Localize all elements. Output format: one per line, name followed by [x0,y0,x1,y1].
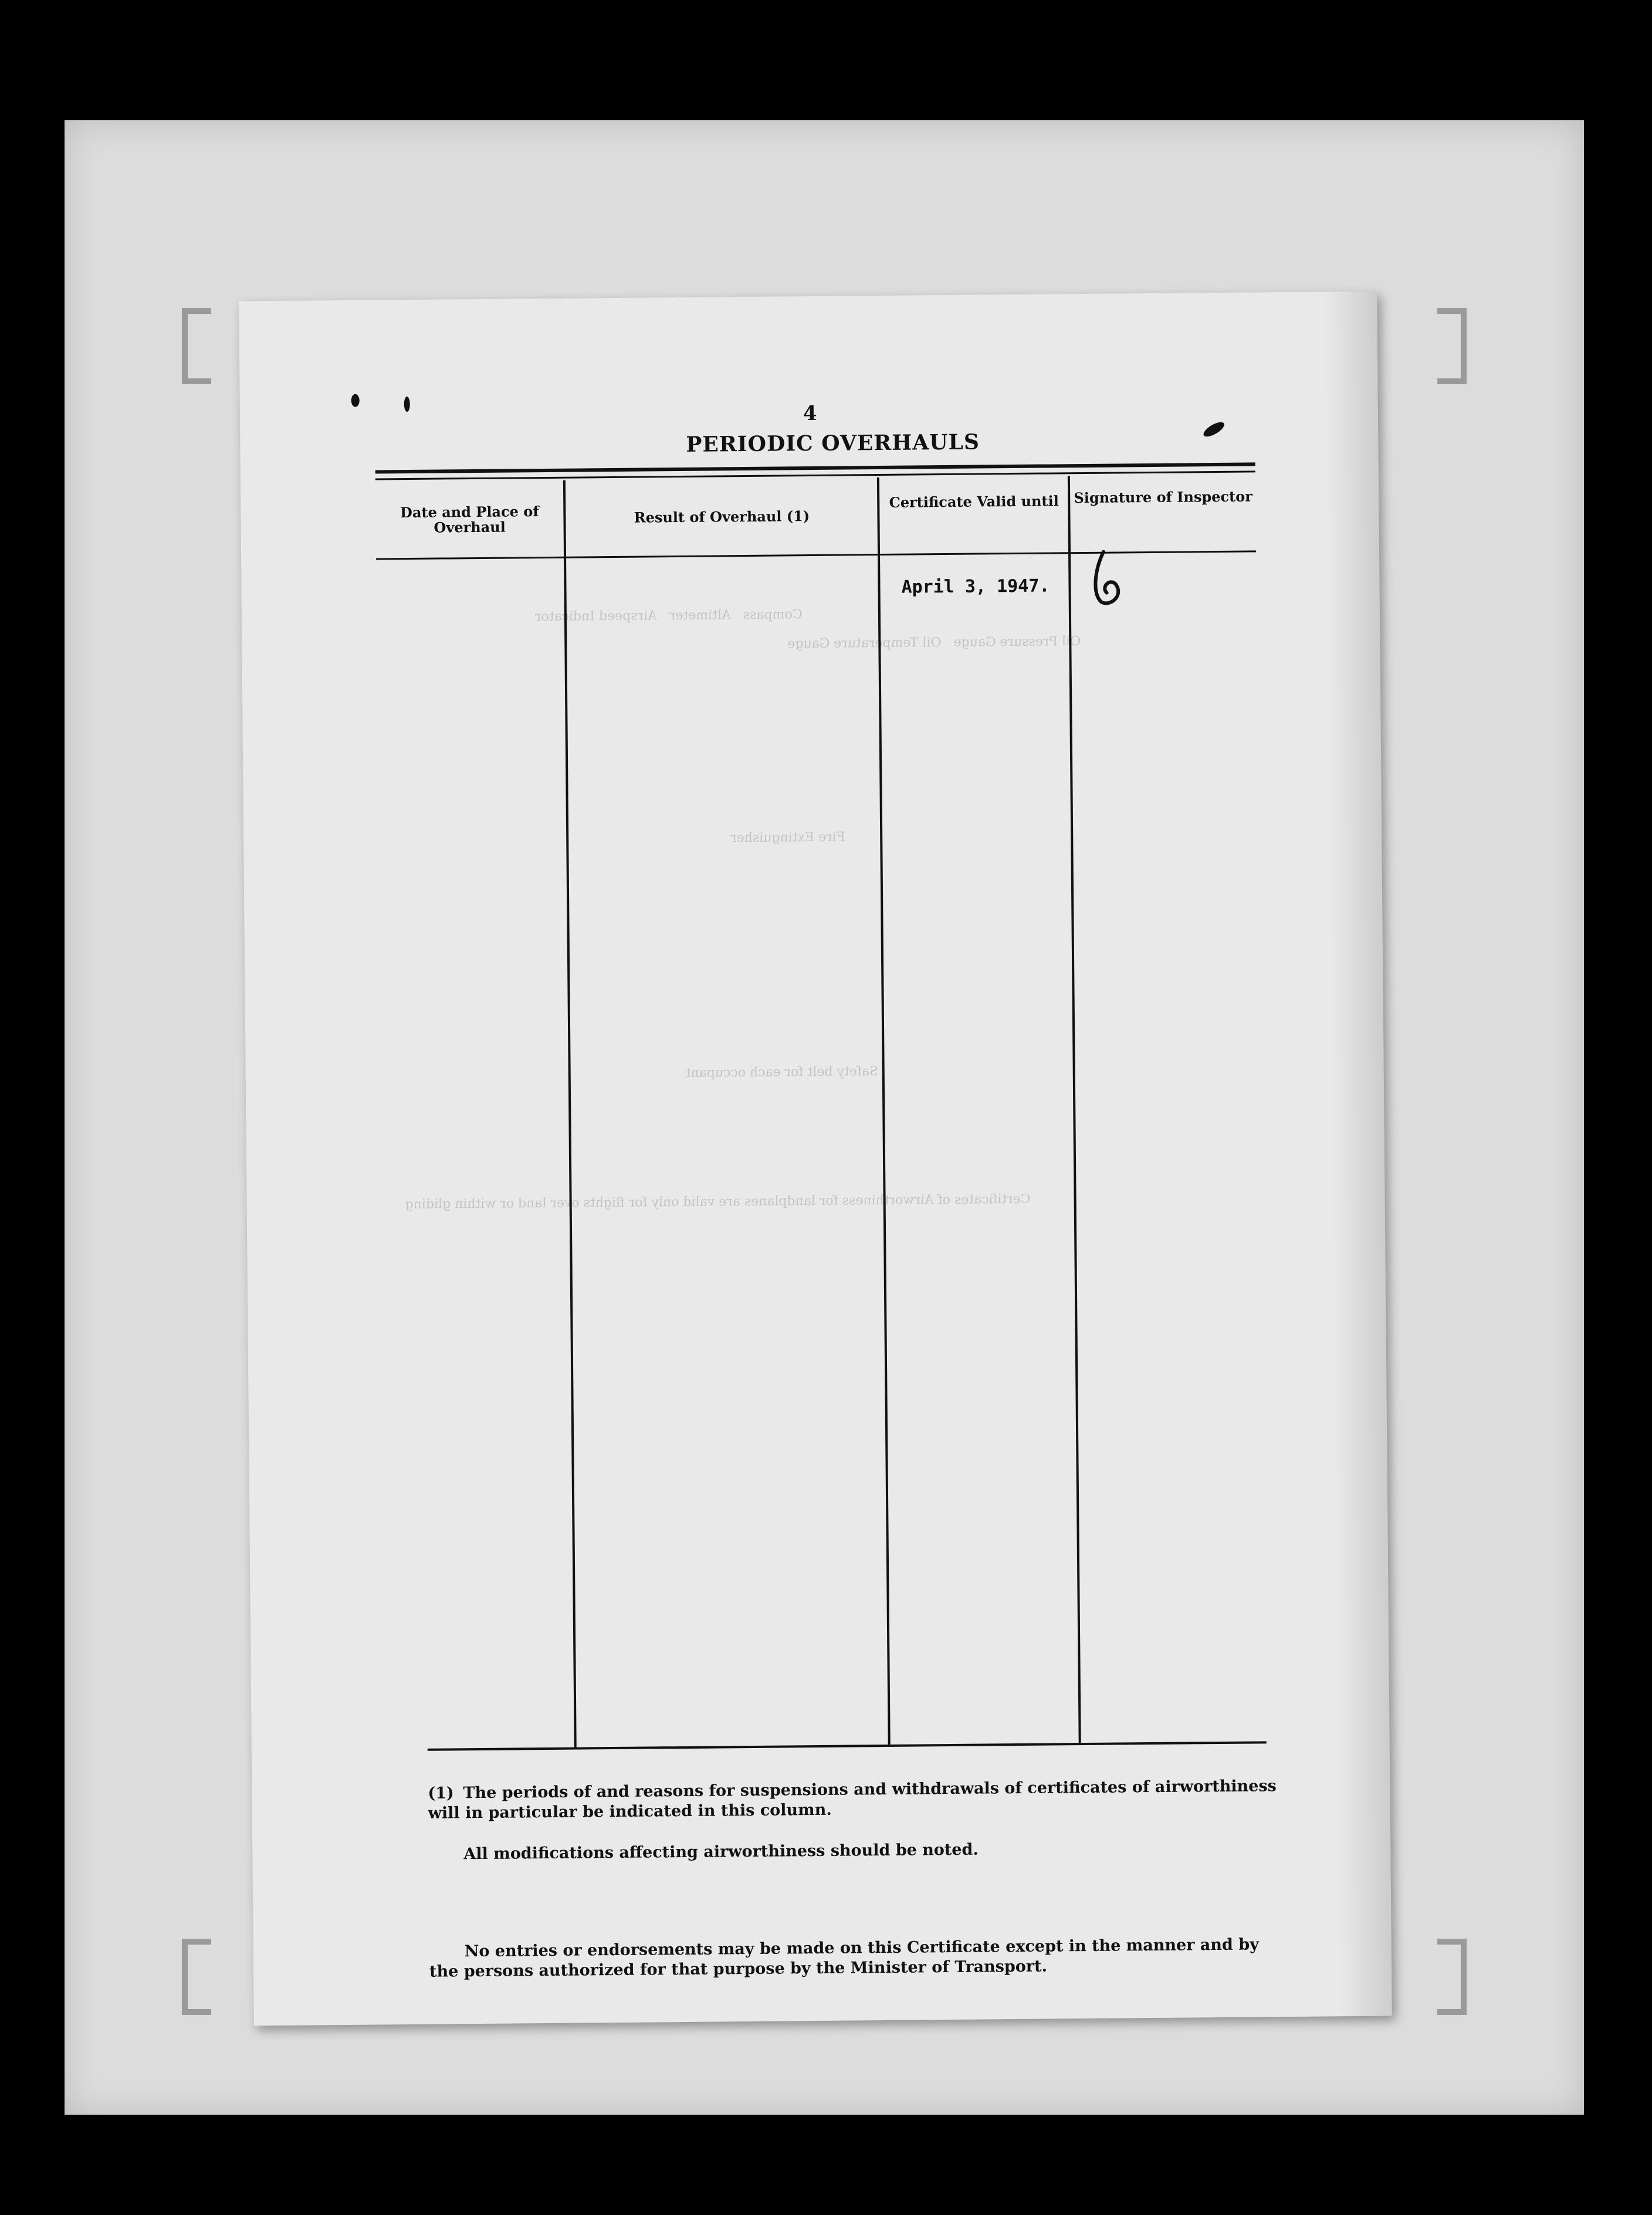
page-number: 4 [803,401,817,426]
overhauls-table [375,462,1267,1760]
show-through-text: Certificates of Airworthiness for landplanes are valid only for flights over land or within gliding [405,1191,1031,1213]
table-top-rule [375,462,1255,480]
show-through-text: Safety belt for each occupant [685,1064,879,1081]
header-date-place: Date and Place of Overhaul [400,503,539,536]
header-valid-until: Certificate Valid until [889,492,1059,511]
footnote-marker: (1) [428,1784,454,1803]
page-title: PERIODIC OVERHAULS [686,429,980,457]
ink-speck [351,394,360,407]
footnote-text: The periods of and reasons for suspensions and withdrawals of certificates of airworthiness will in particular be indicated in this column. [428,1777,1277,1823]
table-bottom-rule [428,1741,1267,1750]
header-result: Result of Overhaul (1) [634,507,810,526]
show-through-text: Compass Altimeter Airspeed Indicator [534,607,803,625]
valid-until-entry: April 3, 1947. [901,575,1050,598]
crop-mark-bottom-left [182,1939,211,2015]
crop-mark-top-right [1437,308,1467,384]
show-through-text: Fire Extinguisher [730,829,845,846]
transport-notice: No entries or endorsements may be made on this Certificate except in the manner and by the persons authorized for that purpose by the Minister of Transport. [429,1935,1259,1981]
column-divider [563,480,577,1747]
footnote [428,1776,1285,1824]
crop-mark-bottom-right [1437,1939,1467,2015]
column-divider [1068,476,1081,1743]
modifications-note: All modifications affecting airworthiness should be noted. [463,1840,979,1864]
crop-mark-top-left [182,308,211,384]
certificate-page [239,292,1392,2026]
column-divider [877,477,891,1745]
header-signature: Signature of Inspector [1074,487,1252,507]
inspector-signature [1080,546,1145,611]
show-through-text: Oil Pressure Gauge Oil Temperature Gauge [787,634,1081,652]
ink-speck [1201,419,1227,439]
ink-speck [404,397,410,412]
